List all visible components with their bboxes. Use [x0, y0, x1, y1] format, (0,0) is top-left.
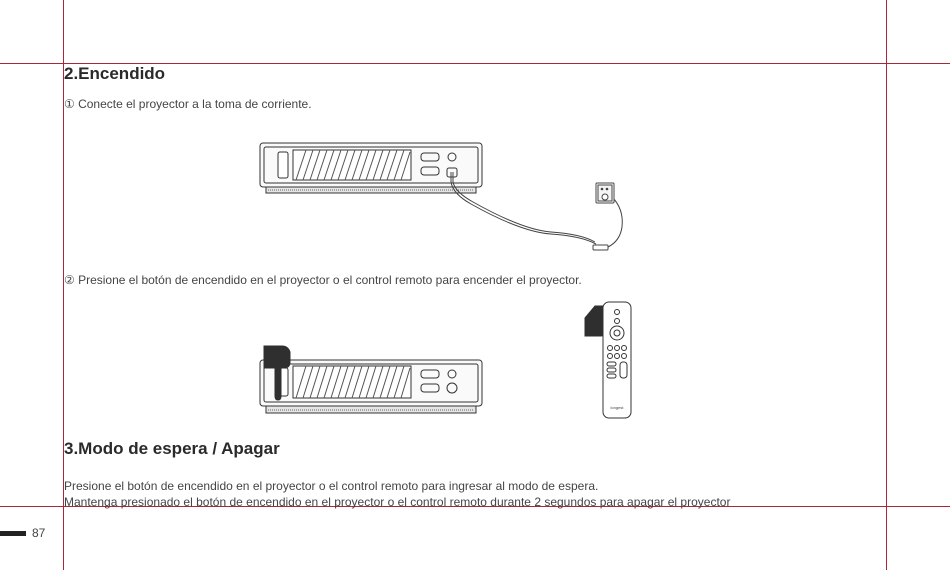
projector-body: [260, 360, 482, 413]
page-number: 87: [32, 526, 46, 540]
power-off-instruction: Mantenga presionado el botón de encendido en el proyector o el control remoto durante 2 segundos para apagar el proyector: [64, 495, 731, 509]
standby-instruction: Presione el botón de encendido en el proyector o el control remoto para ingresar al modo de espera.: [64, 479, 599, 493]
remote-brand-label: longest: [610, 405, 624, 410]
page-number-bar: [0, 531, 26, 536]
section-2-title: 2.Encendido: [64, 64, 166, 83]
step-1-text: ① Conecte el proyector a la toma de corriente.: [64, 97, 312, 111]
section-3-title: 3.Modo de espera / Apagar: [64, 439, 280, 458]
remote-control: [603, 302, 631, 418]
step-2-text: ② Presione el botón de encendido en el proyector o el control remoto para encender el proyector.: [64, 273, 582, 287]
